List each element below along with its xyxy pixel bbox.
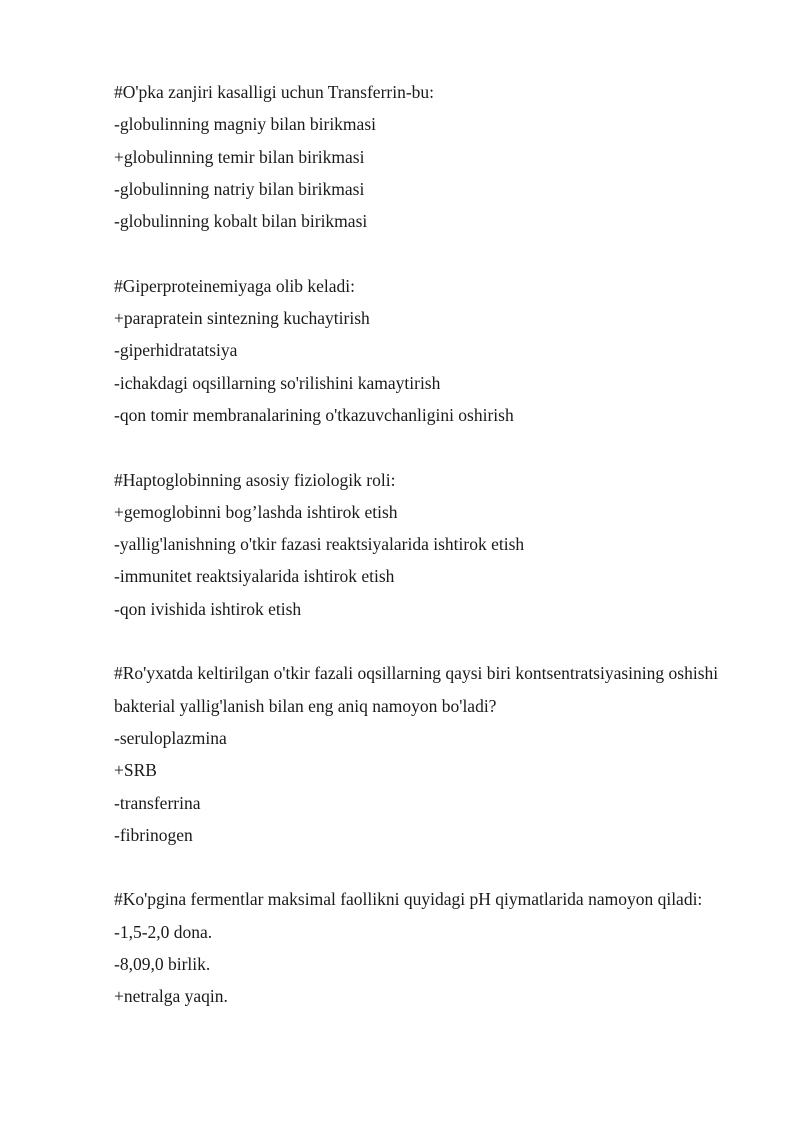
answer-option: -giperhidratatsiya [114, 340, 238, 361]
answer-option: +globulinning temir bilan birikmasi [114, 146, 365, 167]
answer-option: -fibrinogen [114, 824, 193, 845]
answer-option: +SRB [114, 760, 157, 781]
answer-option: +gemoglobinni bog’lashda ishtirok etish [114, 501, 398, 522]
question-block-1 [114, 76, 734, 237]
answer-option: +netralga yaqin. [114, 986, 228, 1007]
answer-option: -seruloplazmina [114, 727, 227, 748]
answer-option: -qon ivishida ishtirok etish [114, 598, 302, 619]
answer-option: -globulinning natriy bilan birikmasi [114, 178, 365, 199]
answer-option: -globulinning kobalt bilan birikmasi [114, 211, 368, 232]
answer-option: -qon tomir membranalarining o'tkazuvchanligini oshirish [114, 404, 514, 425]
answer-option: +parapratein sintezning kuchaytirish [114, 308, 370, 329]
question-block-4 [114, 657, 734, 851]
answer-option: -yallig'lanishning o'tkir fazasi reaktsiyalarida ishtirok etish [114, 534, 525, 555]
document-page [114, 76, 734, 1045]
question-text: #Haptoglobinning asosiy fiziologik roli: [114, 469, 396, 490]
answer-option: -globulinning magniy bilan birikmasi [114, 114, 376, 135]
answer-option: -1,5-2,0 dona. [114, 921, 213, 942]
answer-option: -ichakdagi oqsillarning so'rilishini kamaytirish [114, 372, 441, 393]
answer-option: -8,09,0 birlik. [114, 954, 211, 975]
question-text: #Giperproteinemiyaga olib keladi: [114, 275, 356, 296]
question-text: #Ro'yxatda keltirilgan o'tkir fazali oqsillarning qaysi biri kontsentratsiyasining oshishi bakterial yallig'lanish bilan eng aniq namoyon bo'ladi? [114, 663, 719, 716]
answer-option: -immunitet reaktsiyalarida ishtirok etish [114, 566, 395, 587]
question-block-5 [114, 883, 734, 1012]
question-block-3 [114, 464, 734, 625]
question-text: #O'pka zanjiri kasalligi uchun Transferrin-bu: [114, 82, 435, 102]
answer-option: -transferrina [114, 792, 201, 813]
question-text: #Ko'pgina fermentlar maksimal faollikni quyidagi pH qiymatlarida namoyon qiladi: [114, 889, 703, 910]
question-block-2 [114, 270, 734, 431]
